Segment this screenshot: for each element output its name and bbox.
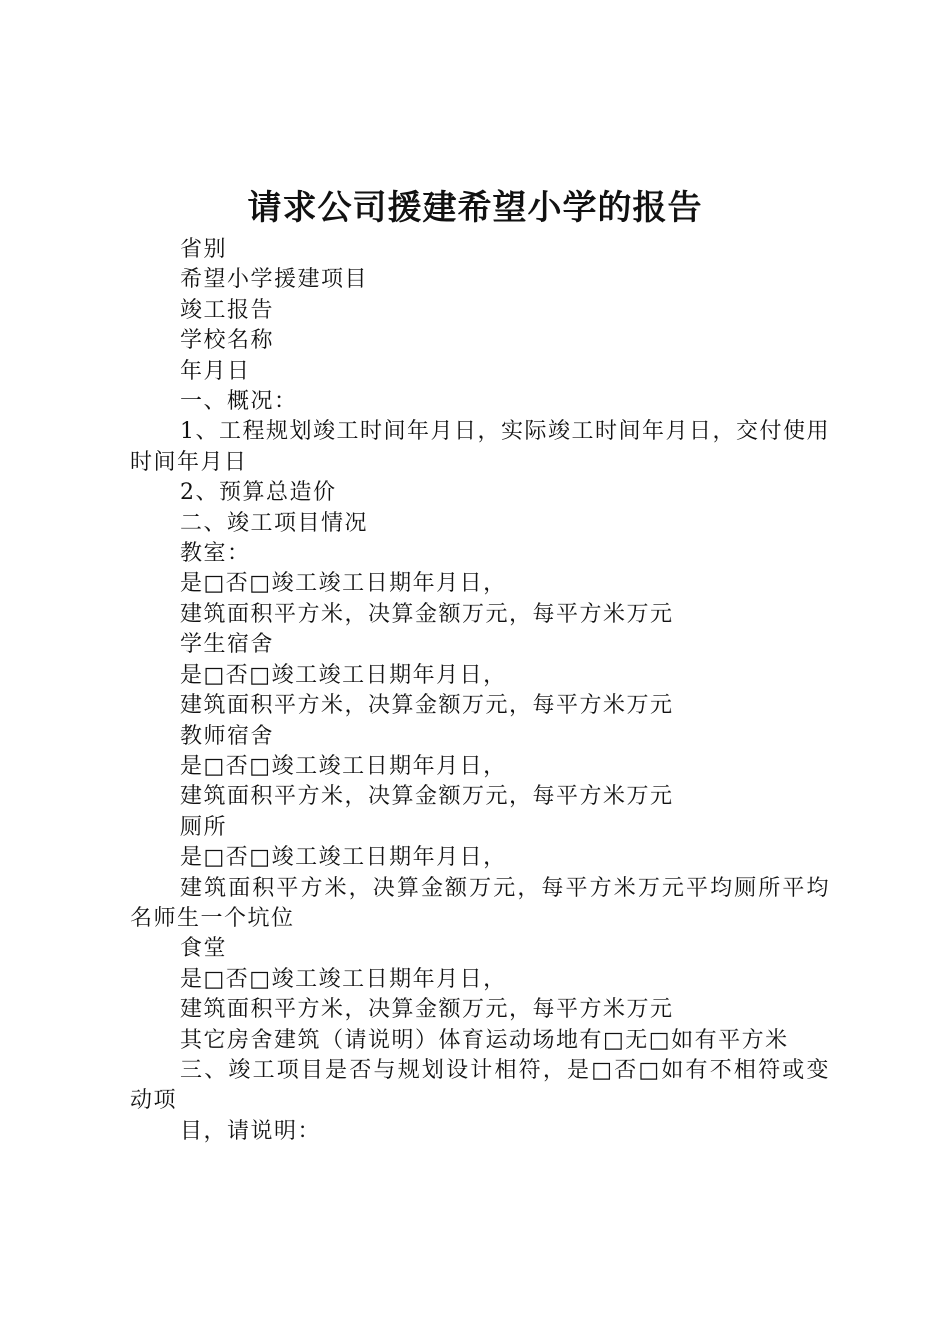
paragraph: 二、竣工项目情况 (180, 510, 369, 536)
paragraph: 是□否□竣工竣工日期年月日， (180, 966, 507, 992)
paragraph: 是□否□竣工竣工日期年月日， (180, 571, 507, 597)
paragraph: 年月日 (180, 358, 251, 384)
paragraph: 三、竣工项目是否与规划设计相符，是□否□如有不相符或变动项 (130, 1057, 830, 1114)
paragraph: 2、预算总造价 (180, 480, 337, 506)
paragraph: 厕所 (180, 814, 228, 840)
paragraph: 教师宿舍 (180, 723, 275, 749)
paragraph: 建筑面积平方米，决算金额万元，每平方米万元 (180, 784, 674, 810)
paragraph: 教室： (180, 541, 251, 567)
paragraph: 是□否□竣工竣工日期年月日， (180, 845, 507, 871)
paragraph: 建筑面积平方米，决算金额万元，每平方米万元 (180, 693, 674, 719)
paragraph: 建筑面积平方米，决算金额万元，每平方米万元 (180, 997, 674, 1023)
paragraph: 建筑面积平方米，决算金额万元，每平方米万元 (180, 601, 674, 627)
paragraph: 目，请说明： (180, 1118, 322, 1144)
document-title: 请求公司援建希望小学的报告 (247, 188, 703, 228)
paragraph: 食堂 (180, 936, 228, 962)
document-body (130, 235, 830, 1147)
paragraph: 是□否□竣工竣工日期年月日， (180, 662, 507, 688)
paragraph: 希望小学援建项目 (180, 267, 369, 293)
paragraph: 其它房舍建筑（请说明）体育运动场地有□无□如有平方米 (180, 1027, 789, 1053)
paragraph: 一、概况： (180, 389, 298, 415)
paragraph: 竣工报告 (180, 297, 275, 323)
paragraph: 建筑面积平方米，决算金额万元，每平方米万元平均厕所平均名师生一个坑位 (130, 875, 830, 931)
paragraph: 1、工程规划竣工时间年月日，实际竣工时间年月日，交付使用时间年月日 (130, 419, 830, 475)
paragraph: 省别 (180, 237, 228, 262)
paragraph: 学校名称 (180, 328, 275, 354)
paragraph: 是□否□竣工竣工日期年月日， (180, 753, 507, 779)
paragraph: 学生宿舍 (180, 632, 275, 658)
